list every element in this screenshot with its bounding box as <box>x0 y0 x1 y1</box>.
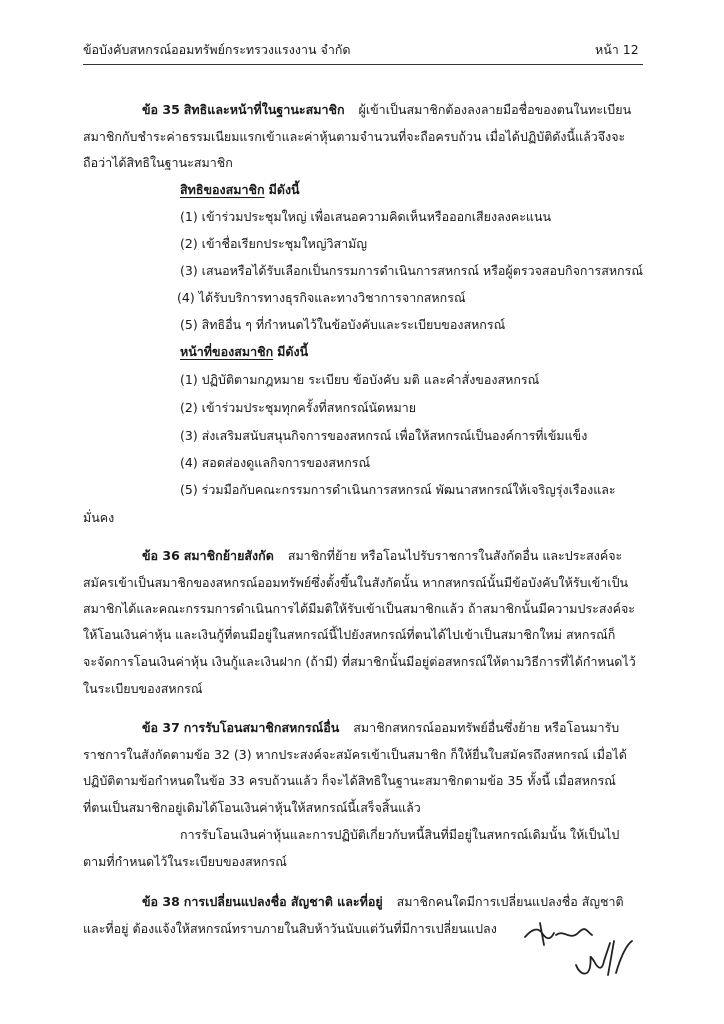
paragraph-line: จะจัดการโอนเงินค่าหุ้น เงินกู้และเงินฝาก (ถ้ามี) ที่สมาชิกนั้นมีอยู่ต่อสหกรณ์ให้ตามวิธีการที่ได้กำหนดไว้ <box>83 654 636 669</box>
handwritten-signature <box>570 935 640 980</box>
paragraph-line: ราชการในสังกัดตามข้อ 32 (3) หากประสงค์จะสมัครเข้าเป็นสมาชิก ก็ให้ยื่นใบสมัครถึงสหกรณ์ เมื่อได้ <box>83 747 627 762</box>
paragraph-line: มั่นคง <box>83 510 115 525</box>
duties-heading-label: หน้าที่ของสมาชิก <box>180 344 274 359</box>
rights-heading <box>180 180 300 200</box>
paragraph-line: ปฏิบัติตามข้อกำหนดในข้อ 33 ครบถ้วนแล้ว ก็จะได้สิทธิในฐานะสมาชิกตามข้อ 35 ทั้งนี้ เมื่อสหกรณ์ <box>83 773 616 788</box>
section-number: ข้อ 38 <box>142 894 180 909</box>
paragraph-line: ตามที่กำหนดไว้ในระเบียบของสหกรณ์ <box>83 854 287 869</box>
section-38-first-line <box>142 892 624 912</box>
rights-heading-suffix: มีดังนี้ <box>268 182 300 197</box>
paragraph-line: การรับโอนเงินค่าหุ้นและการปฏิบัติเกี่ยวกับหนี้สินที่มีอยู่ในสหกรณ์เดิมนั้น ให้เป็นไป <box>180 827 620 842</box>
page-number: หน้า 12 <box>595 42 639 57</box>
section-heading: สิทธิและหน้าที่ในฐานะสมาชิก <box>183 102 345 117</box>
list-item: (2) เข้าชื่อเรียกประชุมใหญ่วิสามัญ <box>180 236 368 251</box>
rights-heading-label: สิทธิของสมาชิก <box>180 182 265 197</box>
paragraph-text: ผู้เข้าเป็นสมาชิกต้องลงลายมือชื่อของตนในทะเบียน <box>358 102 632 117</box>
list-item: (5) สิทธิอื่น ๆ ที่กำหนดไว้ในข้อบังคับและระเบียบของสหกรณ์ <box>180 317 506 332</box>
paragraph-line: ที่ตนเป็นสมาชิกอยู่เดิมได้โอนเงินค่าหุ้นให้สหกรณ์นี้เสร็จสิ้นแล้ว <box>83 800 421 815</box>
list-item: (4) ได้รับบริการทางธุรกิจและทางวิชาการจากสหกรณ์ <box>177 290 466 305</box>
list-item: (1) เข้าร่วมประชุมใหญ่ เพื่อเสนอความคิดเห็นหรือออกเสียงลงคะแนน <box>180 209 552 224</box>
document-header-title: ข้อบังคับสหกรณ์ออมทรัพย์กระทรวงแรงงาน จำกัด <box>83 42 351 57</box>
paragraph-line: และที่อยู่ ต้องแจ้งให้สหกรณ์ทราบภายในสิบห้าวันนับแต่วันที่มีการเปลี่ยนแปลง <box>83 921 497 936</box>
duties-heading <box>180 342 308 362</box>
section-heading: การรับโอนสมาชิกสหกรณ์อื่น <box>183 720 340 735</box>
paragraph-text: สมาชิกที่ย้าย หรือโอนไปรับราชการในสังกัดอื่น และประสงค์จะ <box>287 548 623 563</box>
section-37-first-line <box>142 718 619 738</box>
paragraph-text: สมาชิกคนใดมีการเปลี่ยนแปลงชื่อ สัญชาติ <box>396 894 624 909</box>
section-number: ข้อ 37 <box>142 720 180 735</box>
list-item: (2) เข้าร่วมประชุมทุกครั้งที่สหกรณ์นัดหมาย <box>180 400 417 415</box>
paragraph-text: สมาชิกสหกรณ์ออมทรัพย์อื่นซึ่งย้าย หรือโอนมารับ <box>353 720 620 735</box>
paragraph-line: ในระเบียบของสหกรณ์ <box>83 681 203 696</box>
section-number: ข้อ 35 <box>142 102 180 117</box>
list-item: (4) สอดส่องดูแลกิจการของสหกรณ์ <box>180 455 371 470</box>
list-item: (3) เสนอหรือได้รับเลือกเป็นกรรมการดำเนินการสหกรณ์ หรือผู้ตรวจสอบกิจการสหกรณ์ <box>180 263 643 278</box>
paragraph-line: สมาชิกได้และคณะกรรมการดำเนินการได้มีมติให้รับเข้าเป็นสมาชิกแล้ว ถ้าสมาชิกนั้นมีความประสงค์จะ <box>83 601 636 616</box>
paragraph-line: ถือว่าได้สิทธิในฐานะสมาชิก <box>83 155 233 170</box>
list-item: (5) ร่วมมือกับคณะกรรมการดำเนินการสหกรณ์ พัฒนาสหกรณ์ให้เจริญรุ่งเรืองและ <box>180 482 616 497</box>
section-number: ข้อ 36 <box>142 548 180 563</box>
section-36-first-line <box>142 546 622 566</box>
section-heading: สมาชิกย้ายสังกัด <box>183 548 274 563</box>
list-item: (1) ปฏิบัติตามกฎหมาย ระเบียบ ข้อบังคับ มติ และคำสั่งของสหกรณ์ <box>180 372 540 387</box>
paragraph-line: สมัครเข้าเป็นสมาชิกของสหกรณ์ออมทรัพย์ซึ่งตั้งขึ้นในสังกัดนั้น หากสหกรณ์นั้นมีข้อบังคับให้รับเข้าเป็น <box>83 575 629 590</box>
section-35-first-line <box>142 100 631 120</box>
duties-heading-suffix: มีดังนี้ <box>277 344 309 359</box>
paragraph-line: สมาชิกกับชำระค่าธรรมเนียมแรกเข้าและค่าหุ้นตามจำนวนที่จะถือครบถ้วน เมื่อได้ปฏิบัติดังนี้แล้วจึงจะ <box>83 129 626 144</box>
header-divider <box>83 64 643 65</box>
list-item: (3) ส่งเสริมสนับสนุนกิจการของสหกรณ์ เพื่อให้สหกรณ์เป็นองค์การที่เข้มแข็ง <box>180 428 588 443</box>
paragraph-line: ให้โอนเงินค่าหุ้น และเงินกู้ที่ตนมีอยู่ในสหกรณ์นี้ไปยังสหกรณ์ที่ตนได้ไปเข้าเป็นสมาชิกใหม่ สหกรณ์ก็ <box>83 627 616 642</box>
section-heading: การเปลี่ยนแปลงชื่อ สัญชาติ และที่อยู่ <box>183 894 383 909</box>
